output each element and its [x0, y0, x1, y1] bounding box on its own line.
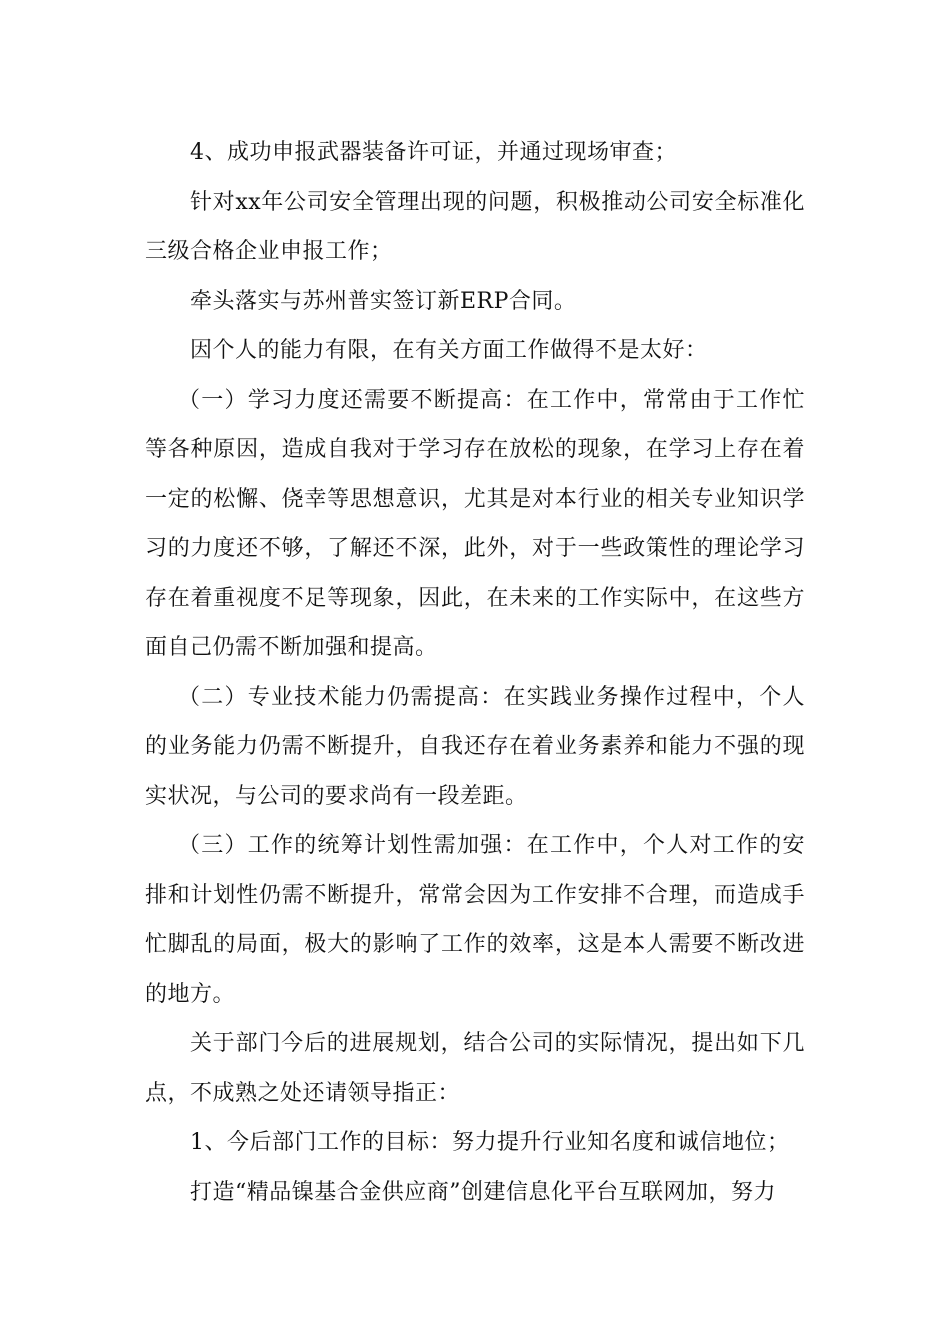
paragraph-safety-standardization: 针对xx年公司安全管理出现的问题，积极推动公司安全标准化三级合格企业申报工作；: [145, 189, 805, 264]
paragraph-shortcoming-technical: （二）专业技术能力仍需提高：在实践业务操作过程中，个人的业务能力仍需不断提升，自我还存在着业务素养和能力不强的现实状况，与公司的要求尚有一段差距。: [145, 684, 805, 809]
paragraph-item-4-license: 4、成功申报武器装备许可证，并通过现场审查；: [190, 140, 677, 165]
paragraph-shortcomings-intro: 因个人的能力有限，在有关方面工作做得不是太好：: [190, 338, 708, 363]
paragraph-plan-item-1: 1、今后部门工作的目标：努力提升行业知名度和诚信地位；: [190, 1130, 790, 1155]
document-body: [145, 128, 805, 1217]
paragraph-shortcoming-planning: （三）工作的统筹计划性需加强：在工作中，个人对工作的安排和计划性仍需不断提升，常常会因为工作安排不合理，而造成手忙脚乱的局面，极大的影响了工作的效率，这是本人需要不断改进的地方。: [145, 833, 805, 1007]
paragraph-plan-brand: 打造“精品镍基合金供应商”创建信息化平台互联网加，努力: [190, 1179, 776, 1205]
paragraph-erp-contract: 牵头落实与苏州普实签订新ERP合同。: [190, 288, 577, 314]
paragraph-shortcoming-learning: （一）学习力度还需要不断提高：在工作中，常常由于工作忙等各种原因，造成自我对于学习存在放松的现象，在学习上存在着一定的松懈、侥幸等思想意识，尤其是对本行业的相关专业知识学习的力度还不够，了解还不深，此外，对于一些政策性的理论学习存在着重视度不足等现象，因此，在未来的工作实际中，在这些方面自己仍需不断加强和提高。: [145, 387, 805, 660]
paragraph-department-plan-intro: 关于部门今后的进展规划，结合公司的实际情况，提出如下几点，不成熟之处还请领导指正：: [145, 1031, 805, 1106]
